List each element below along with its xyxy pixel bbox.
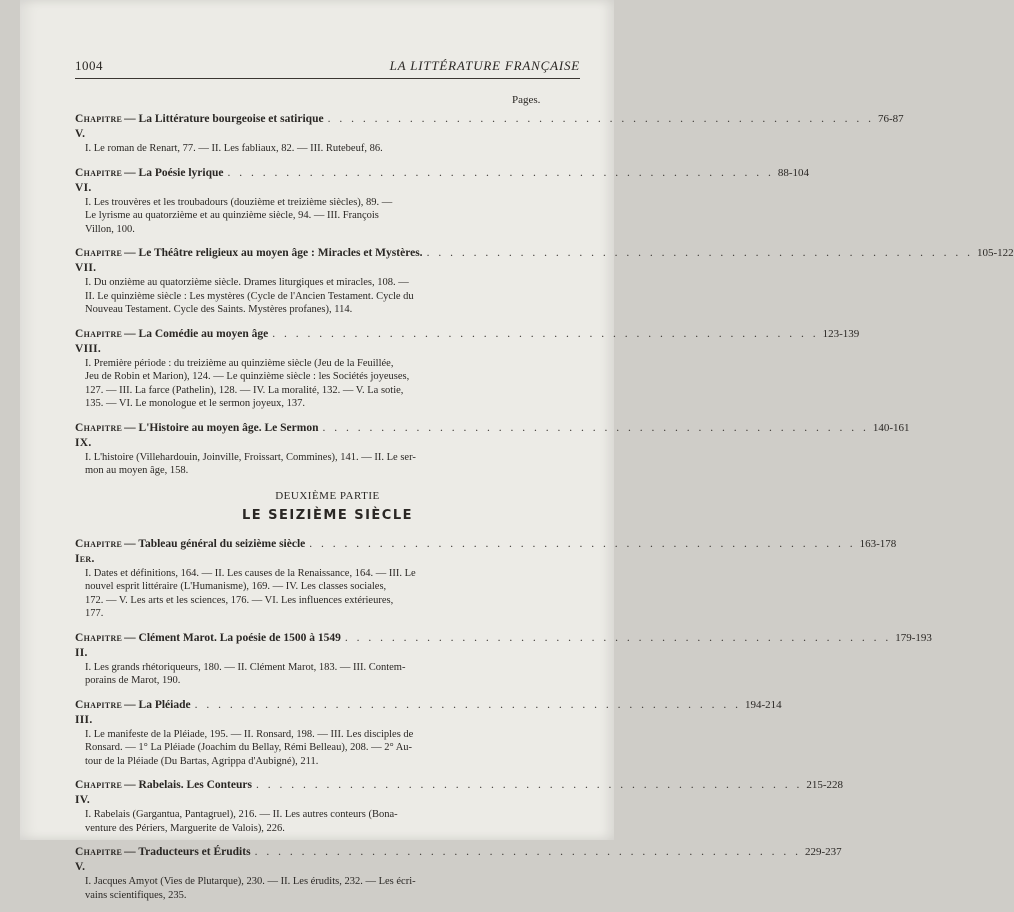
dot-leader: . . . . . . . . . . . . . . . . . . . . . . . . . . . . . . . . . . . . . . . . . . . . . . . — [344, 631, 892, 644]
dot-leader: . . . . . . . . . . . . . . . . . . . . . . . . . . . . . . . . . . . . . . . . . . . . . . . — [255, 779, 803, 791]
chapter-title: — La Comédie au moyen âge — [124, 327, 269, 340]
section-line: I. L'histoire (Villehardouin, Joinville, Froissart, Commines), 141. — II. Le ser- — [85, 451, 416, 463]
toc-entry — [75, 537, 897, 621]
page-range: 140-161 — [872, 421, 910, 434]
page-range: 229-237 — [804, 846, 842, 858]
toc-entry — [75, 327, 860, 411]
page-range: 76-87 — [877, 113, 904, 125]
dot-leader: . . . . . . . . . . . . . . . . . . . . . . . . . . . . . . . . . . . . . . . . . . . . . . . — [426, 247, 973, 259]
dot-leader: . . . . . . . . . . . . . . . . . . . . . . . . . . . . . . . . . . . . . . . . . . . . . . . — [272, 327, 819, 340]
page-range: 215-228 — [806, 779, 843, 791]
toc-entry — [75, 166, 810, 237]
chapter-line — [75, 537, 897, 567]
chapter-label: Chapitre IX. — [75, 421, 123, 449]
page-range: 88-104 — [777, 166, 810, 179]
dot-leader: . . . . . . . . . . . . . . . . . . . . . . . . . . . . . . . . . . . . . . . . . . . . . . . — [309, 537, 856, 550]
chapter-title: — Traducteurs et Érudits — [124, 846, 251, 858]
chapter-title: — Clément Marot. La poésie de 1500 à 1549 — [124, 631, 341, 644]
section-line: I. Première période : du treizième au quinzième siècle (Jeu de la Feuillée, — [85, 357, 394, 369]
section-line: I. Rabelais (Gargantua, Pantagruel), 216. — II. Les autres conteurs (Bona- — [85, 809, 398, 820]
chapter-line — [75, 166, 810, 196]
page-number: 1004 — [75, 58, 103, 73]
chapter-label: Chapitre II. — [75, 631, 123, 659]
table-of-contents — [75, 112, 1014, 912]
section-line: I. Les grands rhétoriqueurs, 180. — II. Clément Marot, 183. — III. Contem- — [85, 661, 406, 673]
chapter-label: Chapitre VIII. — [75, 327, 123, 355]
toc-entry — [75, 845, 842, 902]
chapter-title: — L'Histoire au moyen âge. Le Sermon — [124, 421, 319, 434]
section-line: II. Le quinzième siècle : Les mystères (Cycle de l'Ancien Testament. Cycle du — [85, 290, 414, 302]
section-line: Villon, 100. — [85, 223, 135, 235]
section-list — [85, 728, 568, 769]
page-range: 194-214 — [744, 698, 782, 711]
toc-part-one-entries — [75, 112, 1014, 478]
part-label: DEUXIÈME PARTIE — [275, 489, 380, 502]
section-line: venture des Périers, Marguerite de Valois), 226. — [85, 822, 285, 834]
chapter-line — [75, 778, 843, 808]
section-line: porains de Marot, 190. — [85, 675, 181, 686]
section-line: vains scientifiques, 235. — [85, 889, 187, 901]
section-line: Ronsard. — 1° La Pléiade (Joachim du Bellay, Rémi Belleau), 208. — 2° Au- — [85, 742, 413, 753]
toc-entry — [75, 698, 782, 769]
toc-entry — [75, 421, 910, 478]
chapter-label: Chapitre VII. — [75, 247, 123, 274]
chapter-label: Chapitre IV. — [75, 779, 123, 806]
section-line: 135. — VI. Le monologue et le sermon joyeux, 137. — [85, 398, 305, 409]
chapter-line — [75, 421, 910, 451]
section-list — [85, 567, 568, 621]
dot-leader: . . . . . . . . . . . . . . . . . . . . . . . . . . . . . . . . . . . . . . . . . . . . . . . — [194, 698, 741, 711]
section-line: 177. — [85, 608, 104, 619]
section-list — [85, 451, 568, 478]
section-list — [85, 808, 568, 835]
section-list — [85, 196, 568, 237]
page-range: 163-178 — [859, 537, 897, 550]
part-title: LE SEIZIÈME SIÈCLE — [241, 507, 414, 523]
chapter-line — [75, 112, 904, 142]
chapter-label: Chapitre V. — [75, 846, 123, 873]
page-range: 105-122 — [976, 247, 1014, 259]
section-line: Nouveau Testament. Cycle des Saints. Mystères profanes), 114. — [85, 304, 353, 315]
section-line: tour de la Pléiade (Du Bartas, Agrippa d'Aubigné), 211. — [85, 755, 319, 767]
section-list — [85, 357, 568, 411]
page-range: 179-193 — [895, 631, 932, 644]
chapter-label: Chapitre VI. — [75, 166, 123, 194]
section-line: Jeu de Robin et Marion), 124. — Le quinzième siècle : les Sociétés joyeuses, — [85, 371, 410, 382]
chapter-line — [75, 845, 842, 875]
book-page — [20, 0, 1014, 901]
toc-entry — [75, 246, 1014, 317]
section-line: Le lyrisme au quatorzième et au quinzième siècle, 94. — III. François — [85, 210, 379, 221]
pages-column-label: Pages. — [512, 94, 541, 106]
running-title: LA LITTÉRATURE FRANÇAISE — [389, 58, 580, 73]
chapter-title: — Tableau général du seizième siècle — [124, 537, 306, 550]
chapter-title: — La Littérature bourgeoise et satirique — [124, 113, 324, 125]
section-line: I. Dates et définitions, 164. — II. Les causes de la Renaissance, 164. — III. Le — [85, 567, 416, 579]
chapter-title: — La Pléiade — [124, 698, 191, 711]
chapter-line — [75, 631, 932, 661]
dot-leader: . . . . . . . . . . . . . . . . . . . . . . . . . . . . . . . . . . . . . . . . . . . . . . . — [322, 421, 869, 434]
chapter-title: — Le Théâtre religieux au moyen âge : Miracles et Mystères. — [124, 247, 423, 259]
section-list — [85, 142, 568, 156]
section-line: nouvel esprit littéraire (L'Humanisme), 169. — IV. Les classes sociales, — [85, 581, 387, 592]
chapter-label: Chapitre Ier. — [75, 537, 123, 565]
section-list — [85, 661, 568, 688]
toc-entry — [75, 112, 904, 156]
chapter-title: — Rabelais. Les Conteurs — [124, 779, 252, 791]
toc-entry — [75, 631, 932, 688]
section-list — [85, 276, 568, 317]
section-line: I. Jacques Amyot (Vies de Plutarque), 230. — II. Les érudits, 232. — Les écri- — [85, 876, 416, 887]
toc-part-two-entries — [75, 537, 932, 903]
section-line: I. Les trouvères et les troubadours (douzième et treizième siècles), 89. — — [85, 196, 393, 208]
section-line: mon au moyen âge, 158. — [85, 465, 189, 476]
chapter-line — [75, 246, 1014, 276]
section-line: 127. — III. La farce (Pathelin), 128. — IV. La moralité, 132. — V. La sotie, — [85, 384, 404, 396]
chapter-line — [75, 327, 860, 357]
chapter-label: Chapitre III. — [75, 698, 123, 726]
dot-leader: . . . . . . . . . . . . . . . . . . . . . . . . . . . . . . . . . . . . . . . . . . . . . . . — [254, 846, 801, 858]
section-line: I. Le roman de Renart, 77. — II. Les fabliaux, 82. — III. Rutebeuf, 86. — [85, 143, 383, 154]
section-line: I. Le manifeste de la Pléiade, 195. — II. Ronsard, 198. — III. Les disciples de — [85, 728, 414, 740]
toc-entry — [75, 778, 843, 835]
chapter-label: Chapitre V. — [75, 113, 123, 140]
running-header — [75, 58, 580, 79]
section-line: 172. — V. Les arts et les sciences, 176. — VI. Les influences extérieures, — [85, 594, 394, 606]
dot-leader: . . . . . . . . . . . . . . . . . . . . . . . . . . . . . . . . . . . . . . . . . . . . . . . — [327, 113, 874, 125]
chapter-line — [75, 698, 782, 728]
chapter-title: — La Poésie lyrique — [124, 166, 224, 179]
section-line: I. Du onzième au quatorzième siècle. Drames liturgiques et miracles, 108. — — [85, 277, 409, 288]
dot-leader: . . . . . . . . . . . . . . . . . . . . . . . . . . . . . . . . . . . . . . . . . . . . . . . — [227, 166, 774, 179]
section-list — [85, 875, 568, 902]
page-range: 123-139 — [822, 327, 860, 340]
